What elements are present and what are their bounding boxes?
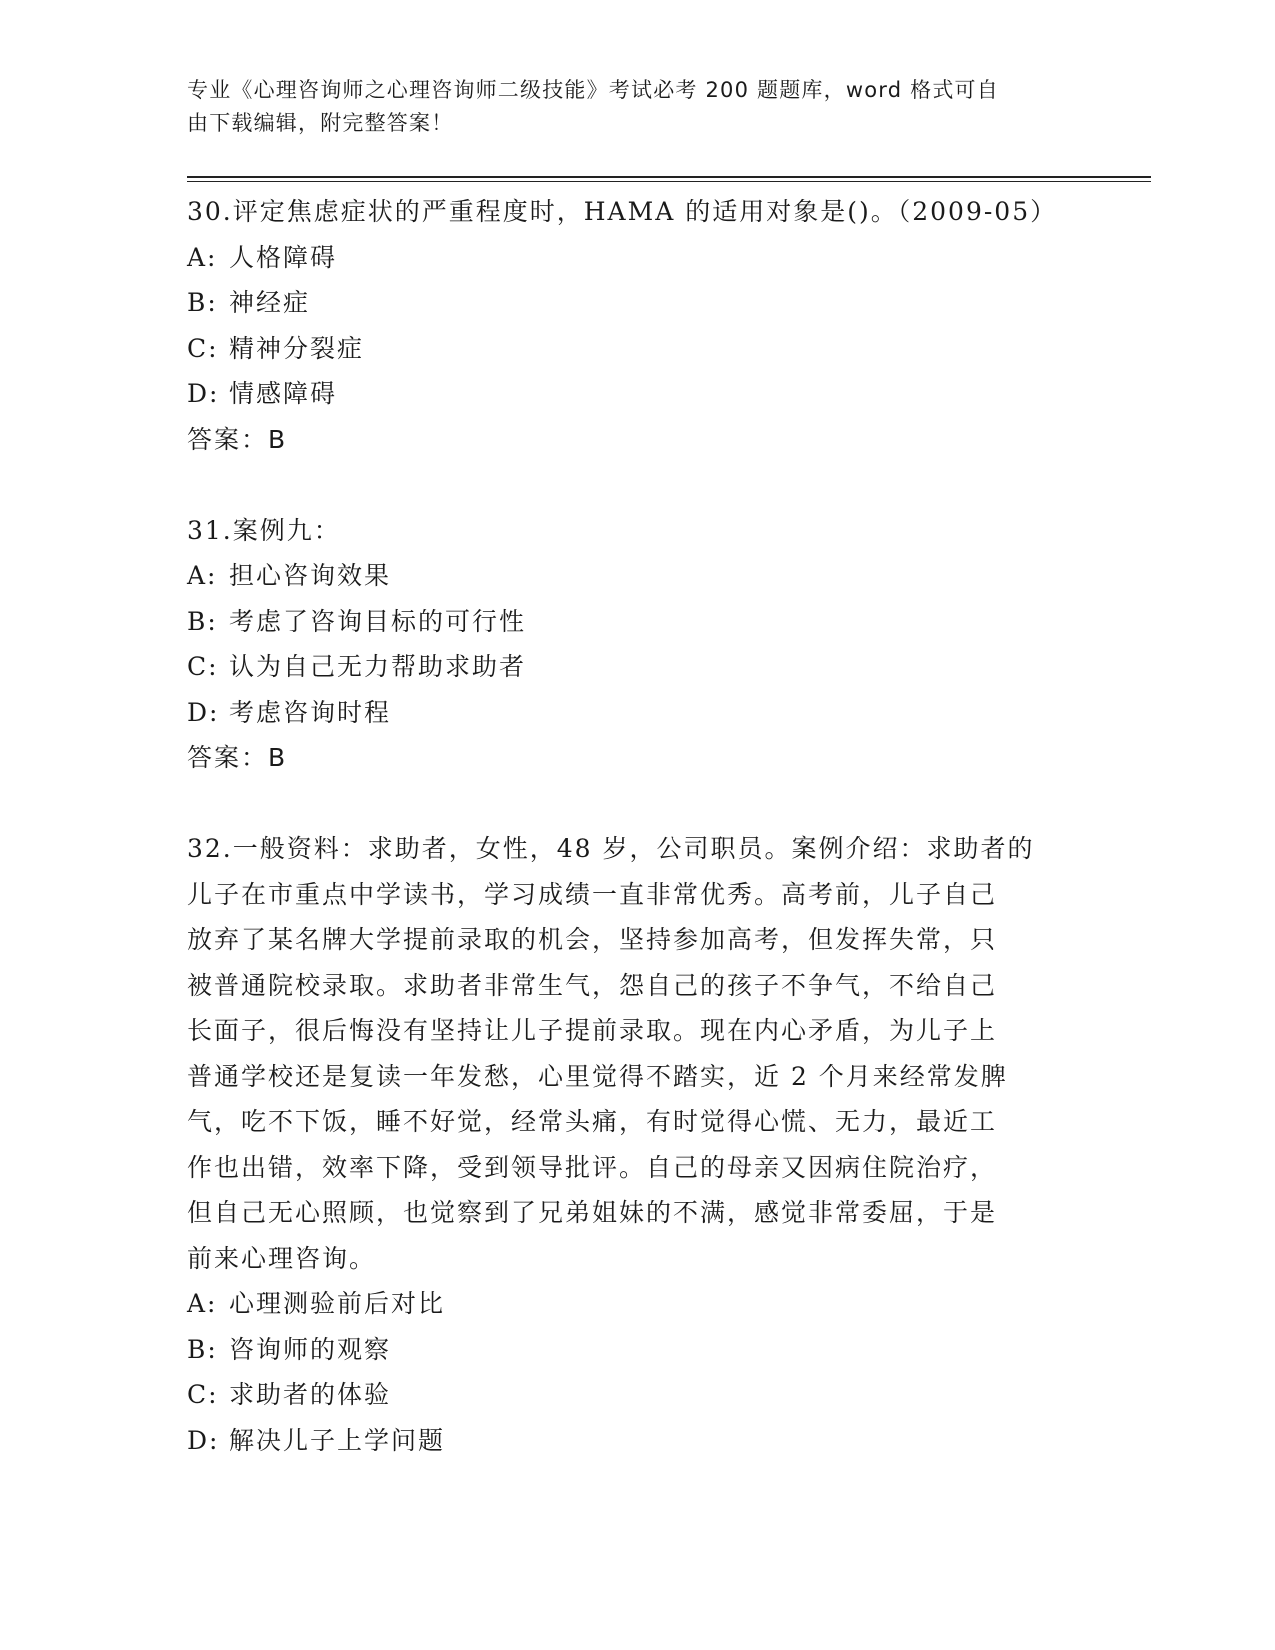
- option-key: C:: [187, 652, 219, 681]
- question-list: [187, 189, 1087, 1509]
- option-key: C:: [187, 1380, 219, 1409]
- question-31: [187, 508, 1087, 781]
- option-d: [187, 690, 1087, 736]
- option-key: B:: [187, 288, 218, 317]
- option-a: [187, 553, 1087, 599]
- option-key: B:: [187, 1334, 218, 1364]
- option-key: A:: [187, 561, 218, 590]
- question-stem-line: 放弃了某名牌大学提前录取的机会，坚持参加高考，但发挥失常，只: [187, 925, 998, 954]
- question-stem-line: 32.一般资料：求助者，女性，48 岁，公司职员。案例介绍：求助者的: [187, 834, 1035, 863]
- option-b: [187, 280, 1087, 326]
- option-text: 担心咨询效果: [229, 561, 392, 590]
- option-text: 人格障碍: [229, 242, 338, 272]
- option-a: [187, 235, 1087, 281]
- question-stem-line: 长面子，很后悔没有坚持让儿子提前录取。现在内心矛盾，为儿子上: [187, 1016, 998, 1045]
- question-stem-line: 儿子在市重点中学读书，学习成绩一直非常优秀。高考前，儿子自己: [187, 879, 998, 909]
- option-c: [187, 1372, 1087, 1418]
- option-text: 考虑咨询时程: [229, 697, 392, 727]
- option-text: 情感障碍: [229, 379, 338, 408]
- option-b: [187, 599, 1087, 645]
- question-32: [187, 826, 1087, 1463]
- option-text: 考虑了咨询目标的可行性: [229, 606, 527, 636]
- answer: 答案：B: [187, 743, 288, 772]
- option-text: 神经症: [229, 288, 311, 317]
- option-text: 精神分裂症: [229, 333, 365, 363]
- option-d: [187, 371, 1087, 417]
- header-divider-thick: [187, 176, 1151, 178]
- question-stem-line: 被普通院校录取。求助者非常生气，怨自己的孩子不争气，不给自己: [187, 970, 998, 1000]
- option-c: [187, 326, 1087, 372]
- question-stem: 31.案例九：: [187, 515, 341, 545]
- question-stem-line: 前来心理咨询。: [187, 1243, 377, 1273]
- option-text: 心理测验前后对比: [229, 1289, 446, 1318]
- option-key: C:: [187, 333, 219, 363]
- question-stem-line: 作也出错，效率下降，受到领导批评。自己的母亲又因病住院治疗，: [187, 1152, 998, 1182]
- question-stem-line: 但自己无心照顾，也觉察到了兄弟姐妹的不满，感觉非常委屈，于是: [187, 1198, 998, 1227]
- question-stem-line: 普通学校还是复读一年发愁，心里觉得不踏实，近 2 个月来经常发脾: [187, 1061, 1008, 1091]
- question-stem: 30.评定焦虑症状的严重程度时，HAMA 的适用对象是()。（2009-05）: [187, 197, 1058, 226]
- question-stem-line: 气，吃不下饭，睡不好觉，经常头痛，有时觉得心慌、无力，最近工: [187, 1107, 998, 1136]
- option-key: D:: [187, 697, 220, 727]
- option-key: D:: [187, 379, 220, 408]
- option-key: B:: [187, 606, 218, 636]
- option-text: 认为自己无力帮助求助者: [229, 652, 527, 681]
- option-a: [187, 1281, 1087, 1327]
- document-header: [187, 74, 1087, 140]
- option-key: D:: [187, 1425, 220, 1455]
- question-30: [187, 189, 1087, 462]
- header-line-1: 专业《心理咨询师之心理咨询师二级技能》考试必考 200 题题库，word 格式可自: [187, 78, 999, 102]
- option-c: [187, 644, 1087, 690]
- option-key: A:: [187, 1289, 218, 1318]
- option-text: 求助者的体验: [229, 1380, 392, 1409]
- option-key: A:: [187, 242, 218, 272]
- option-b: [187, 1327, 1087, 1373]
- option-text: 咨询师的观察: [229, 1334, 392, 1364]
- header-divider-thin: [187, 181, 1151, 182]
- option-text: 解决儿子上学问题: [229, 1425, 446, 1455]
- option-d: [187, 1418, 1087, 1464]
- header-line-2: 由下载编辑，附完整答案！: [187, 111, 454, 135]
- answer: 答案：B: [187, 424, 288, 454]
